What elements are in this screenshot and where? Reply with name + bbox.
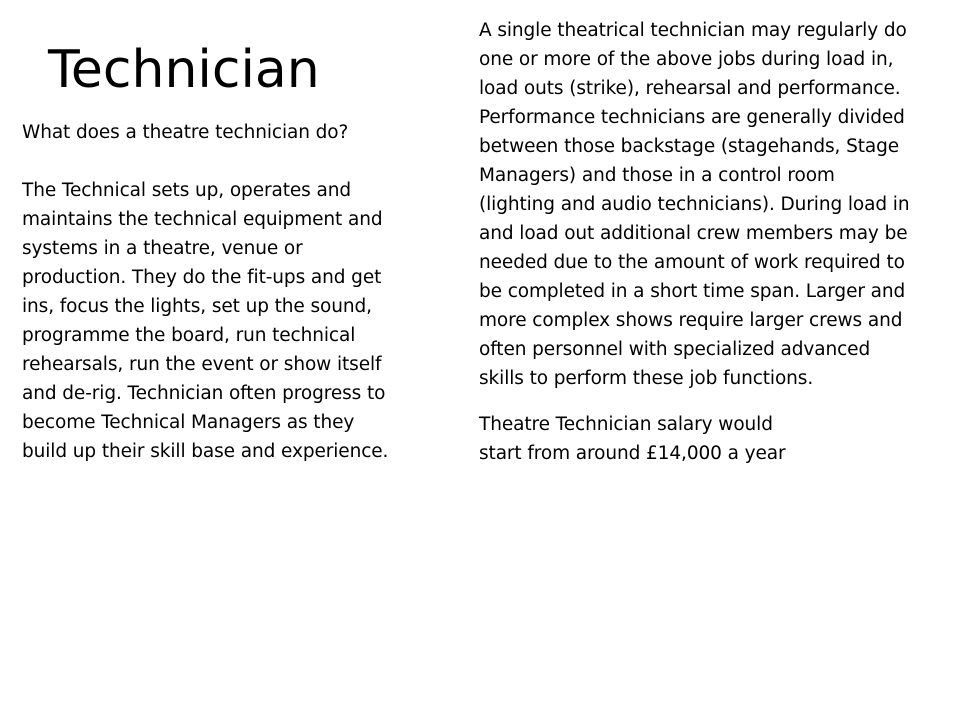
roles-line: often personnel with specialized advanced [479, 339, 871, 360]
description-line: maintains the technical equipment and [22, 209, 383, 230]
roles-line: be completed in a short time span. Larger and [479, 281, 906, 302]
paragraph-gap [22, 147, 422, 176]
description-line: build up their skill base and experience. [22, 441, 389, 462]
roles-line: Managers) and those in a control room [479, 165, 835, 186]
left-text-column [22, 118, 422, 466]
salary-paragraph [479, 410, 941, 468]
roles-line: between those backstage (stagehands, Stage [479, 136, 900, 157]
description-line: programme the board, run technical [22, 325, 356, 346]
roles-line: Performance technicians are generally divided [479, 107, 905, 128]
roles-line: needed due to the amount of work required to [479, 252, 905, 273]
roles-line: (lighting and audio technicians). During load in [479, 194, 910, 215]
right-text-column [479, 16, 941, 468]
description-line: and de-rig. Technician often progress to [22, 383, 386, 404]
question-line: What does a theatre technician do? [22, 122, 349, 143]
description-line: become Technical Managers as they [22, 412, 355, 433]
description-line: systems in a theatre, venue or [22, 238, 303, 259]
description-line: ins, focus the lights, set up the sound, [22, 296, 372, 317]
description-line: production. They do the fit-ups and get [22, 267, 382, 288]
description-line: The Technical sets up, operates and [22, 180, 351, 201]
roles-line: skills to perform these job functions. [479, 368, 814, 389]
description-line: rehearsals, run the event or show itself [22, 354, 382, 375]
salary-line: Theatre Technician salary would [479, 414, 773, 435]
slide-title: Technician [48, 40, 320, 100]
technician-description [22, 176, 422, 466]
roles-line: one or more of the above jobs during load in, [479, 49, 894, 70]
roles-line: and load out additional crew members may be [479, 223, 908, 244]
roles-line: A single theatrical technician may regularly do [479, 20, 907, 41]
salary-line: start from around £14,000 a year [479, 443, 786, 464]
roles-line: more complex shows require larger crews and [479, 310, 903, 331]
question-text [22, 118, 422, 147]
technician-roles-paragraph [479, 16, 941, 393]
roles-line: load outs (strike), rehearsal and performance. [479, 78, 901, 99]
